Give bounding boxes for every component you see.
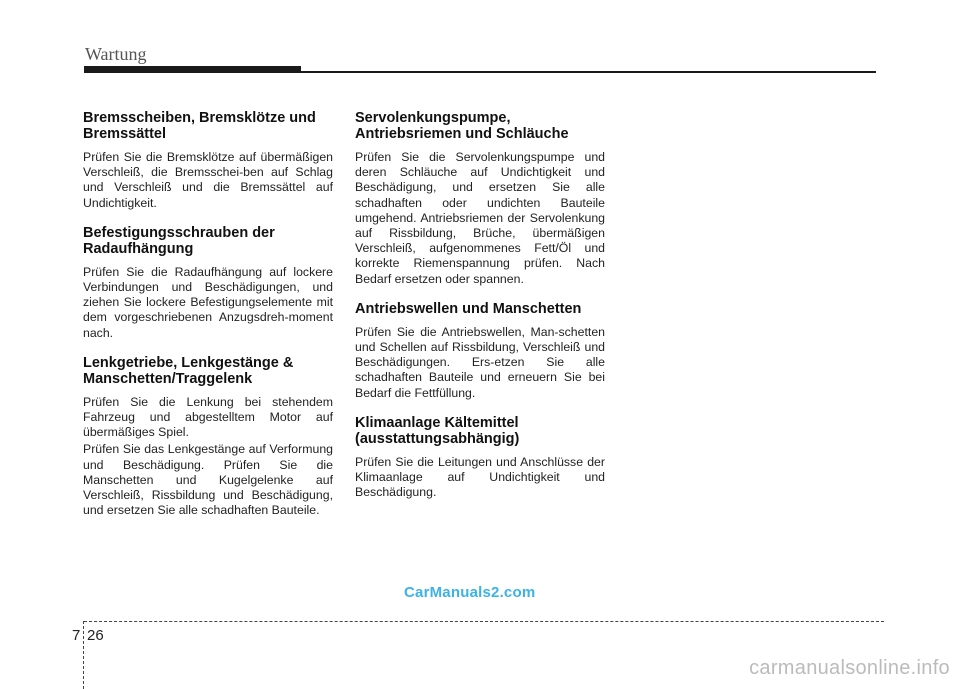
- section-paragraph: Prüfen Sie die Bremsklötze auf übermäßigen Verschleiß, die Bremsschei-ben auf Schlag und Verschleiß und die Bremssättel auf Undichtigkeit.: [83, 150, 333, 210]
- section-steering: [83, 355, 333, 519]
- section-heading: Klimaanlage Kältemittel (ausstattungsabhängig): [355, 414, 520, 447]
- section-heading: Bremsscheiben, Bremsklötze und Bremssättel: [83, 110, 316, 142]
- footer-dashed-divider: [83, 621, 84, 689]
- page-number: 26: [87, 627, 104, 644]
- section-paragraph: Prüfen Sie die Antriebswellen, Man-schetten und Schellen auf Rissbildung, Verschleiß und Beschädigungen. Ers-etzen Sie alle schadhaften Bauteile und erneuern Sie bei Bedarf die Fettfüllung.: [355, 324, 605, 400]
- watermark-link[interactable]: CarManuals2.com: [404, 584, 536, 601]
- section-brakes: [83, 110, 333, 211]
- section-heading: Befestigungsschrauben der Radaufhängung: [83, 224, 275, 257]
- section-drive-shafts: [355, 301, 605, 401]
- section-paragraph: Prüfen Sie das Lenkgestänge auf Verformung und Beschädigung. Prüfen Sie die Manschetten und Kugelgelenke auf Verschleiß, Rissbildung und Beschädigung, und ersetzen Sie alle schadhaften Bauteile.: [83, 442, 333, 518]
- section-paragraph: Prüfen Sie die Leitungen und Anschlüsse der Klimaanlage auf Undichtigkeit und Beschädigung.: [355, 454, 605, 500]
- section-heading: Servolenkungspumpe, Antriebsriemen und Schläuche: [355, 110, 569, 142]
- chapter-number: 7: [72, 627, 81, 644]
- left-column: [83, 110, 333, 532]
- section-heading: Lenkgetriebe, Lenkgestänge & Manschetten/Traggelenk: [83, 354, 294, 387]
- footer-watermark-url: carmanualsonline.info: [749, 657, 950, 679]
- section-paragraph: Prüfen Sie die Radaufhängung auf lockere Verbindungen und Beschädigungen, und ziehen Sie lockere Befestigungselemente mit dem vorgeschriebenen Anzugsdreh-moment nach.: [83, 264, 333, 340]
- page-section-title: Wartung: [85, 44, 147, 64]
- right-column: [355, 110, 605, 514]
- section-ac-refrigerant: [355, 415, 605, 501]
- section-power-steering: [355, 110, 605, 287]
- header-rule-thin: [84, 71, 876, 73]
- section-paragraph: Prüfen Sie die Servolenkungspumpe und deren Schläuche auf Undichtigkeit und Beschädigung, und ersetzen Sie alle schadhaften oder undichten Bauteile umgehend. Antriebsriemen der Servolenkung auf Rissbildung, Brüche, übermäßigen Verschleiß, aufgenommenes Fett/Öl und korrekte Riemenspannung prüfen. Nach Bedarf ersetzen oder spannen.: [355, 150, 605, 286]
- footer-dashed-rule: [84, 621, 884, 622]
- section-paragraph: Prüfen Sie die Lenkung bei stehendem Fahrzeug und abgestelltem Motor auf übermäßiges Spiel.: [83, 394, 333, 440]
- section-heading: Antriebswellen und Manschetten: [355, 300, 582, 317]
- section-suspension-bolts: [83, 225, 333, 341]
